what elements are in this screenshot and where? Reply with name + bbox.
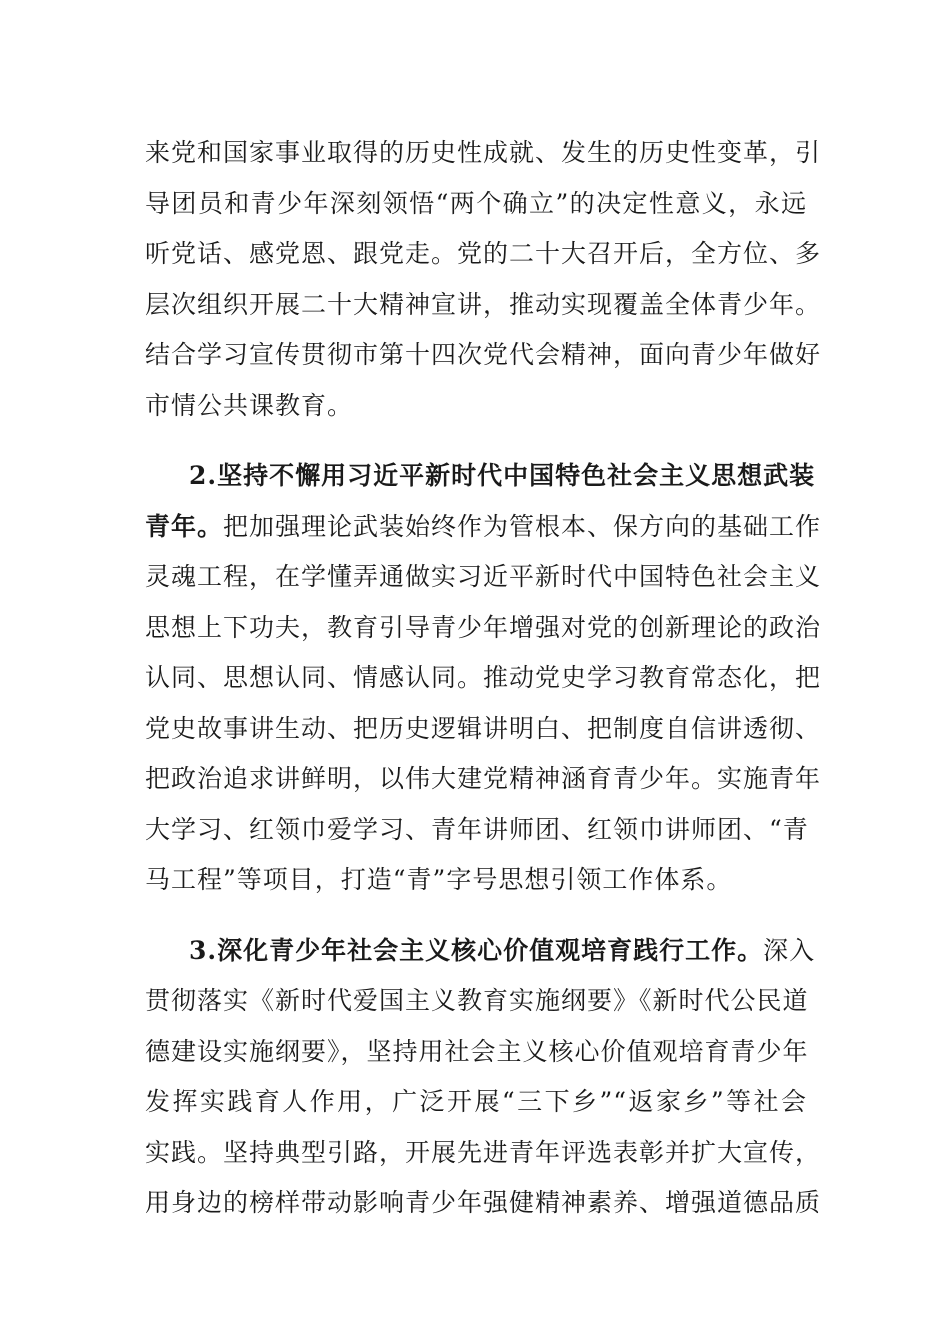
text-line: 导团员和青少年深刻领悟“两个确立”的决定性意义，永远	[145, 188, 807, 218]
text-line: 来党和国家事业取得的历史性成就、发生的历史性变革，引	[145, 138, 822, 167]
section-heading-3: 3.深化青少年社会主义核心价值观培育践行工作。	[189, 935, 764, 965]
text-span: 深入	[763, 935, 816, 965]
text-line: 灵魂工程，在学懂弄通做实习近平新时代中国特色社会主义	[145, 562, 822, 591]
text-line: 党史故事讲生动、把历史逻辑讲明白、把制度自信讲透彻、	[145, 713, 822, 743]
text-line: 听党话、感党恩、跟党走。党的二十大召开后，全方位、多	[145, 239, 822, 268]
section-heading-2-end: 青年。	[145, 511, 224, 541]
paragraph-3	[145, 926, 822, 1229]
text-line: 思想上下功夫，教育引导青少年增强对党的创新理论的政治	[145, 612, 822, 642]
text-span: 把加强理论武装始终作为管根本、保方向的基础工作	[223, 511, 822, 541]
text-line: 市情公共课教育。	[145, 390, 354, 420]
text-line: 贯彻落实《新时代爱国主义教育实施纲要》《新时代公民道	[145, 986, 809, 1015]
text-line: 认同、思想认同、情感认同。推动党史学习教育常态化，把	[145, 663, 822, 692]
text-line: 发挥实践育人作用，广泛开展“三下乡”“返家乡”等社会	[145, 1087, 807, 1116]
text-line: 用身边的榜样带动影响青少年强健精神素养、增强道德品质	[145, 1188, 822, 1217]
text-line: 把政治追求讲鲜明，以伟大建党精神涵育青少年。实施青年	[145, 764, 822, 793]
text-line: 大学习、红领巾爱学习、青年讲师团、红领巾讲师团、“青	[145, 814, 809, 844]
text-line: 实践。坚持典型引路，开展先进青年评选表彰并扩大宣传，	[145, 1137, 822, 1167]
document-body	[145, 128, 822, 1229]
paragraph-1	[145, 128, 822, 431]
text-line	[145, 502, 822, 553]
section-heading-2: 2.坚持不懈用习近平新时代中国特色社会主义思想武装	[189, 461, 816, 490]
text-line	[145, 926, 816, 977]
text-line: 结合学习宣传贯彻市第十四次党代会精神，面向青少年做好	[145, 340, 822, 369]
text-line: 马工程”等项目，打造“青”字号思想引领工作体系。	[145, 865, 733, 894]
paragraph-2	[145, 451, 822, 906]
text-line: 德建设实施纲要》，坚持用社会主义核心价值观培育青少年	[145, 1036, 809, 1066]
text-line: 层次组织开展二十大精神宣讲，推动实现覆盖全体青少年。	[145, 289, 822, 319]
